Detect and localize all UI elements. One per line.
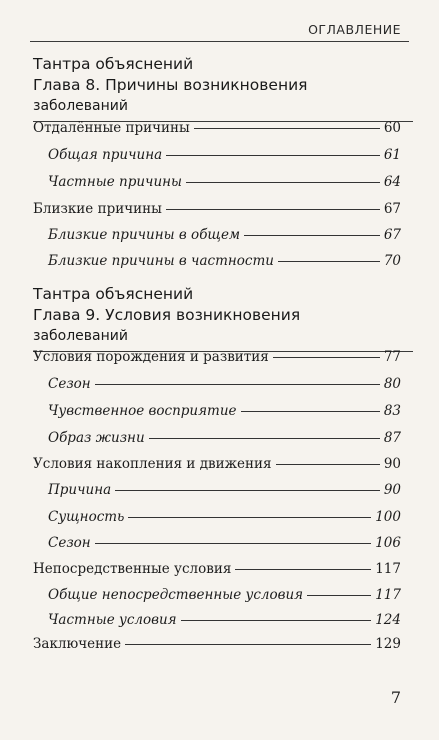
toc-entry[interactable]: Общая причина 61 <box>48 147 401 163</box>
toc-page-number: 87 <box>383 430 401 446</box>
chapter-heading-9 <box>33 284 413 352</box>
toc-page-number: 117 <box>375 561 401 577</box>
toc-page-number: 80 <box>383 376 401 392</box>
chapter-heading-8 <box>33 54 413 122</box>
toc-entry[interactable]: Частные условия 124 <box>48 612 401 628</box>
toc-page-number: 83 <box>383 403 401 419</box>
toc-page-number: 77 <box>383 349 401 365</box>
toc-entry[interactable]: Общие непосредственные условия 117 <box>48 587 401 603</box>
chapter-tantra-line: Тантра объяснений <box>33 285 194 303</box>
toc-entry[interactable]: Непосредственные условия 117 <box>33 561 401 577</box>
toc-entry[interactable]: Близкие причины в частности 70 <box>48 253 401 269</box>
page-number: 7 <box>390 688 401 707</box>
toc-page-number: 106 <box>375 535 401 551</box>
toc-entry[interactable]: Сущность 100 <box>48 509 401 525</box>
toc-entry[interactable]: Заключение 129 <box>33 636 401 652</box>
toc-page-number: 90 <box>383 456 401 472</box>
running-head: ОГЛАВЛЕНИЕ <box>308 22 401 37</box>
toc-page-number: 129 <box>375 636 401 652</box>
toc-page-number: 90 <box>383 482 401 498</box>
toc-page-number: 61 <box>383 147 401 163</box>
toc-entry[interactable]: Отдалённые причины 60 <box>33 120 401 136</box>
toc-entry[interactable]: Образ жизни 87 <box>48 430 401 446</box>
header-rule <box>30 41 409 42</box>
chapter-title-line: Глава 9. Условия возникновения <box>33 306 301 324</box>
toc-page-number: 60 <box>383 120 401 136</box>
toc-page-number: 100 <box>375 509 401 525</box>
toc-page-number: 124 <box>375 612 401 628</box>
toc-entry[interactable]: Близкие причины в общем 67 <box>48 227 401 243</box>
toc-page-number: 67 <box>383 201 401 217</box>
chapter-title-cont: заболеваний <box>33 328 128 344</box>
chapter-title-line: Глава 8. Причины возникновения <box>33 76 308 94</box>
toc-entry[interactable]: Сезон 80 <box>48 376 401 392</box>
chapter-tantra-line: Тантра объяснений <box>33 55 194 73</box>
toc-entry[interactable]: Условия порождения и развития 77 <box>33 349 401 365</box>
toc-page-number: 67 <box>383 227 401 243</box>
toc-entry[interactable]: Сезон 106 <box>48 535 401 551</box>
toc-page-number: 64 <box>383 174 401 190</box>
toc-entry[interactable]: Частные причины 64 <box>48 174 401 190</box>
toc-page-number: 70 <box>383 253 401 269</box>
toc-entry[interactable]: Чувственное восприятие 83 <box>48 403 401 419</box>
toc-entry[interactable]: Близкие причины 67 <box>33 201 401 217</box>
toc-page-number: 117 <box>375 587 401 603</box>
toc-entry[interactable]: Причина 90 <box>48 482 401 498</box>
chapter-title-cont: заболеваний <box>33 98 128 114</box>
toc-entry[interactable]: Условия накопления и движения 90 <box>33 456 401 472</box>
